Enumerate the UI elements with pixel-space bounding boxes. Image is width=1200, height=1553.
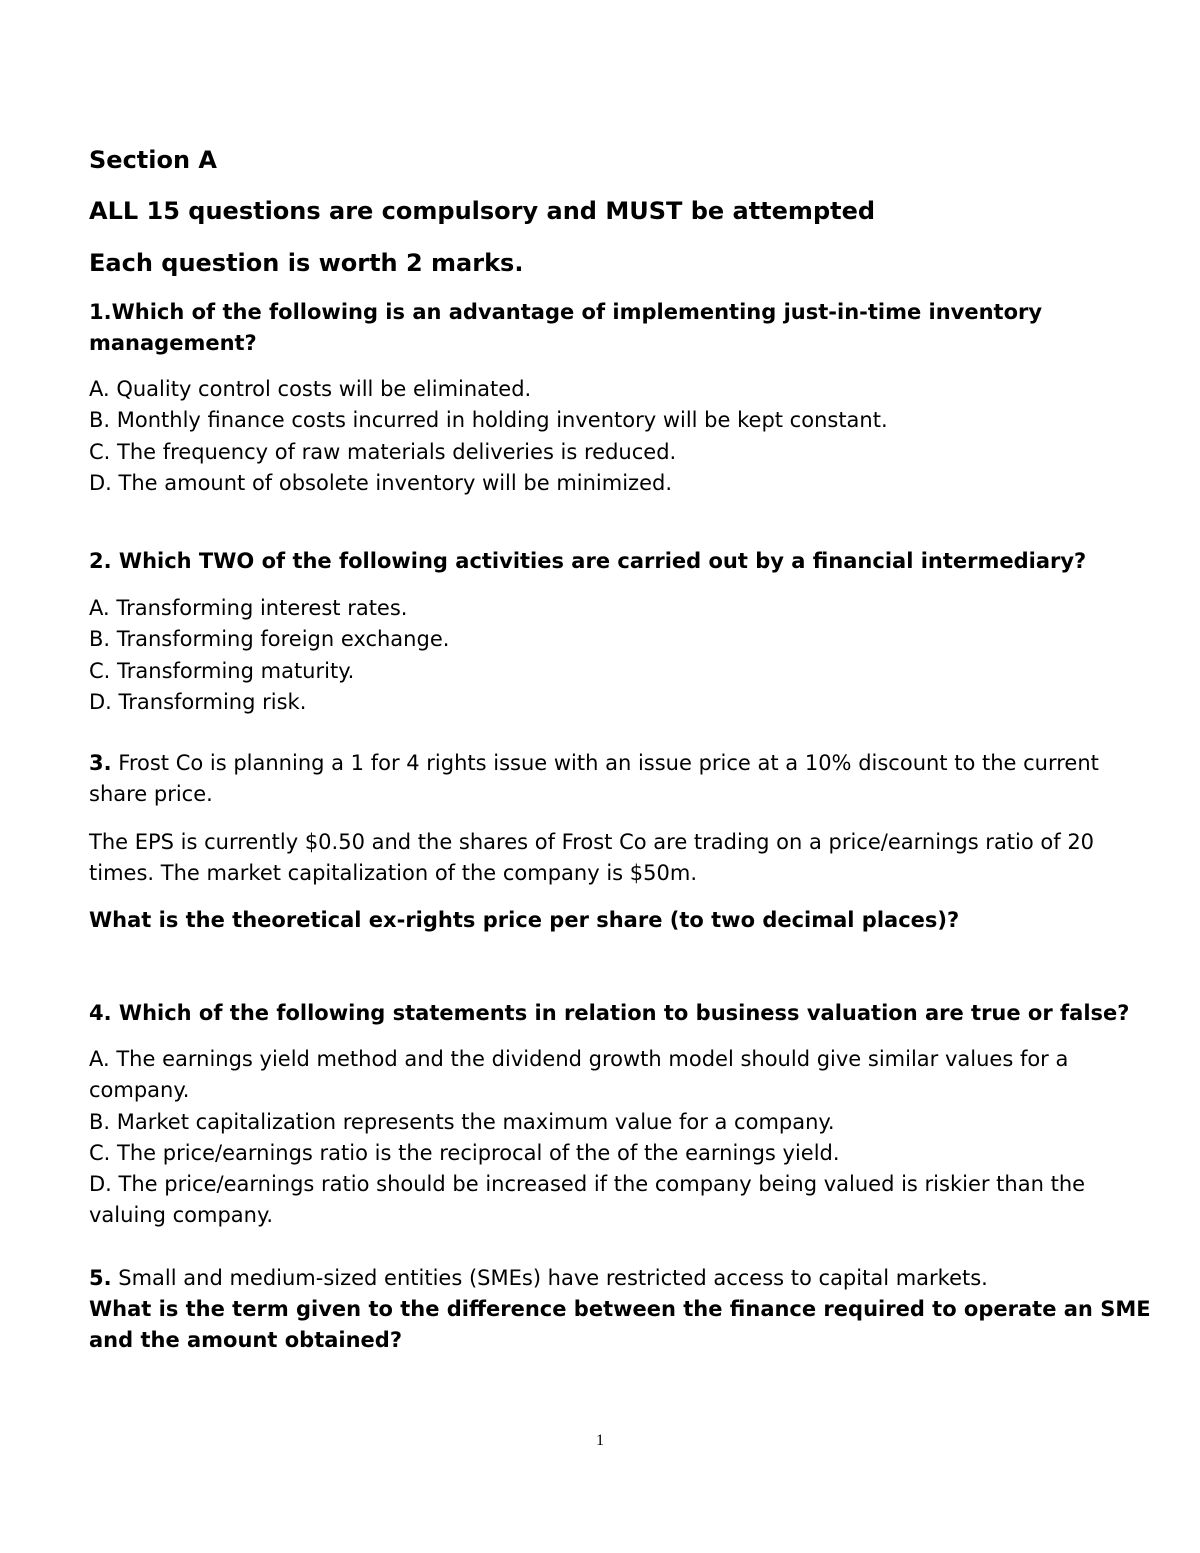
question-4-option-b: B. Market capitalization represents the maximum value for a company. bbox=[89, 1109, 835, 1134]
question-2-stem bbox=[89, 546, 1159, 577]
question-5-intro-text: Small and medium-sized entities (SMEs) have restricted access to capital markets. bbox=[111, 1266, 988, 1290]
question-2-option-d: D. Transforming risk. bbox=[89, 689, 307, 714]
marks-heading: Each question is worth 2 marks. bbox=[89, 249, 524, 277]
section-title: Section A bbox=[89, 146, 217, 174]
question-3-ask-text: What is the theoretical ex-rights price per share (to two decimal places)? bbox=[89, 908, 960, 932]
question-2-text: 2. Which TWO of the following activities are carried out by a financial intermediary? bbox=[89, 549, 1087, 573]
question-1-option-d: D. The amount of obsolete inventory will be minimized. bbox=[89, 470, 672, 495]
question-3-intro bbox=[89, 748, 1159, 810]
question-4-text: 4. Which of the following statements in relation to business valuation are true or false? bbox=[89, 1001, 1130, 1025]
question-1-text: 1.Which of the following is an advantage of implementing just-in-time inventory management? bbox=[89, 300, 1043, 355]
question-4-stem bbox=[89, 998, 1159, 1029]
question-3-intro-text: Frost Co is planning a 1 for 4 rights issue with an issue price at a 10% discount to the current share price. bbox=[89, 751, 1099, 806]
question-3-ask bbox=[89, 905, 1159, 936]
page-number: 1 bbox=[596, 1432, 604, 1449]
question-2-option-a: A. Transforming interest rates. bbox=[89, 596, 408, 620]
instruction-heading: ALL 15 questions are compulsory and MUST be attempted bbox=[89, 197, 876, 225]
question-4-options bbox=[89, 1044, 1159, 1232]
question-3-number: 3. bbox=[89, 751, 112, 775]
question-4-option-d: D. The price/earnings ratio should be increased if the company being valued is riskier than the valuing company. bbox=[89, 1172, 1086, 1228]
question-5-ask bbox=[89, 1294, 1159, 1356]
question-2-option-c: C. Transforming maturity. bbox=[89, 658, 355, 683]
question-5-ask-text: What is the term given to the difference between the finance required to operate an SME and the amount obtained? bbox=[89, 1297, 1151, 1352]
question-4-option-a: A. The earnings yield method and the dividend growth model should give similar values for a company. bbox=[89, 1047, 1069, 1103]
question-5-number: 5. bbox=[89, 1266, 112, 1290]
question-1-option-c: C. The frequency of raw materials deliveries is reduced. bbox=[89, 439, 677, 464]
question-4-option-c: C. The price/earnings ratio is the reciprocal of the of the earnings yield. bbox=[89, 1140, 840, 1165]
question-2-option-b: B. Transforming foreign exchange. bbox=[89, 627, 450, 652]
question-2-options bbox=[89, 593, 1159, 718]
question-1-options bbox=[89, 374, 1159, 499]
question-1-stem bbox=[89, 297, 1159, 359]
question-3-detail: The EPS is currently $0.50 and the shares of Frost Co are trading on a price/earnings ratio of 20 times. The market capitalization of the company is $50m. bbox=[89, 830, 1095, 885]
question-1-option-b: B. Monthly finance costs incurred in holding inventory will be kept constant. bbox=[89, 408, 888, 433]
question-1-option-a: A. Quality control costs will be eliminated. bbox=[89, 377, 532, 401]
question-5-intro bbox=[89, 1263, 1159, 1294]
